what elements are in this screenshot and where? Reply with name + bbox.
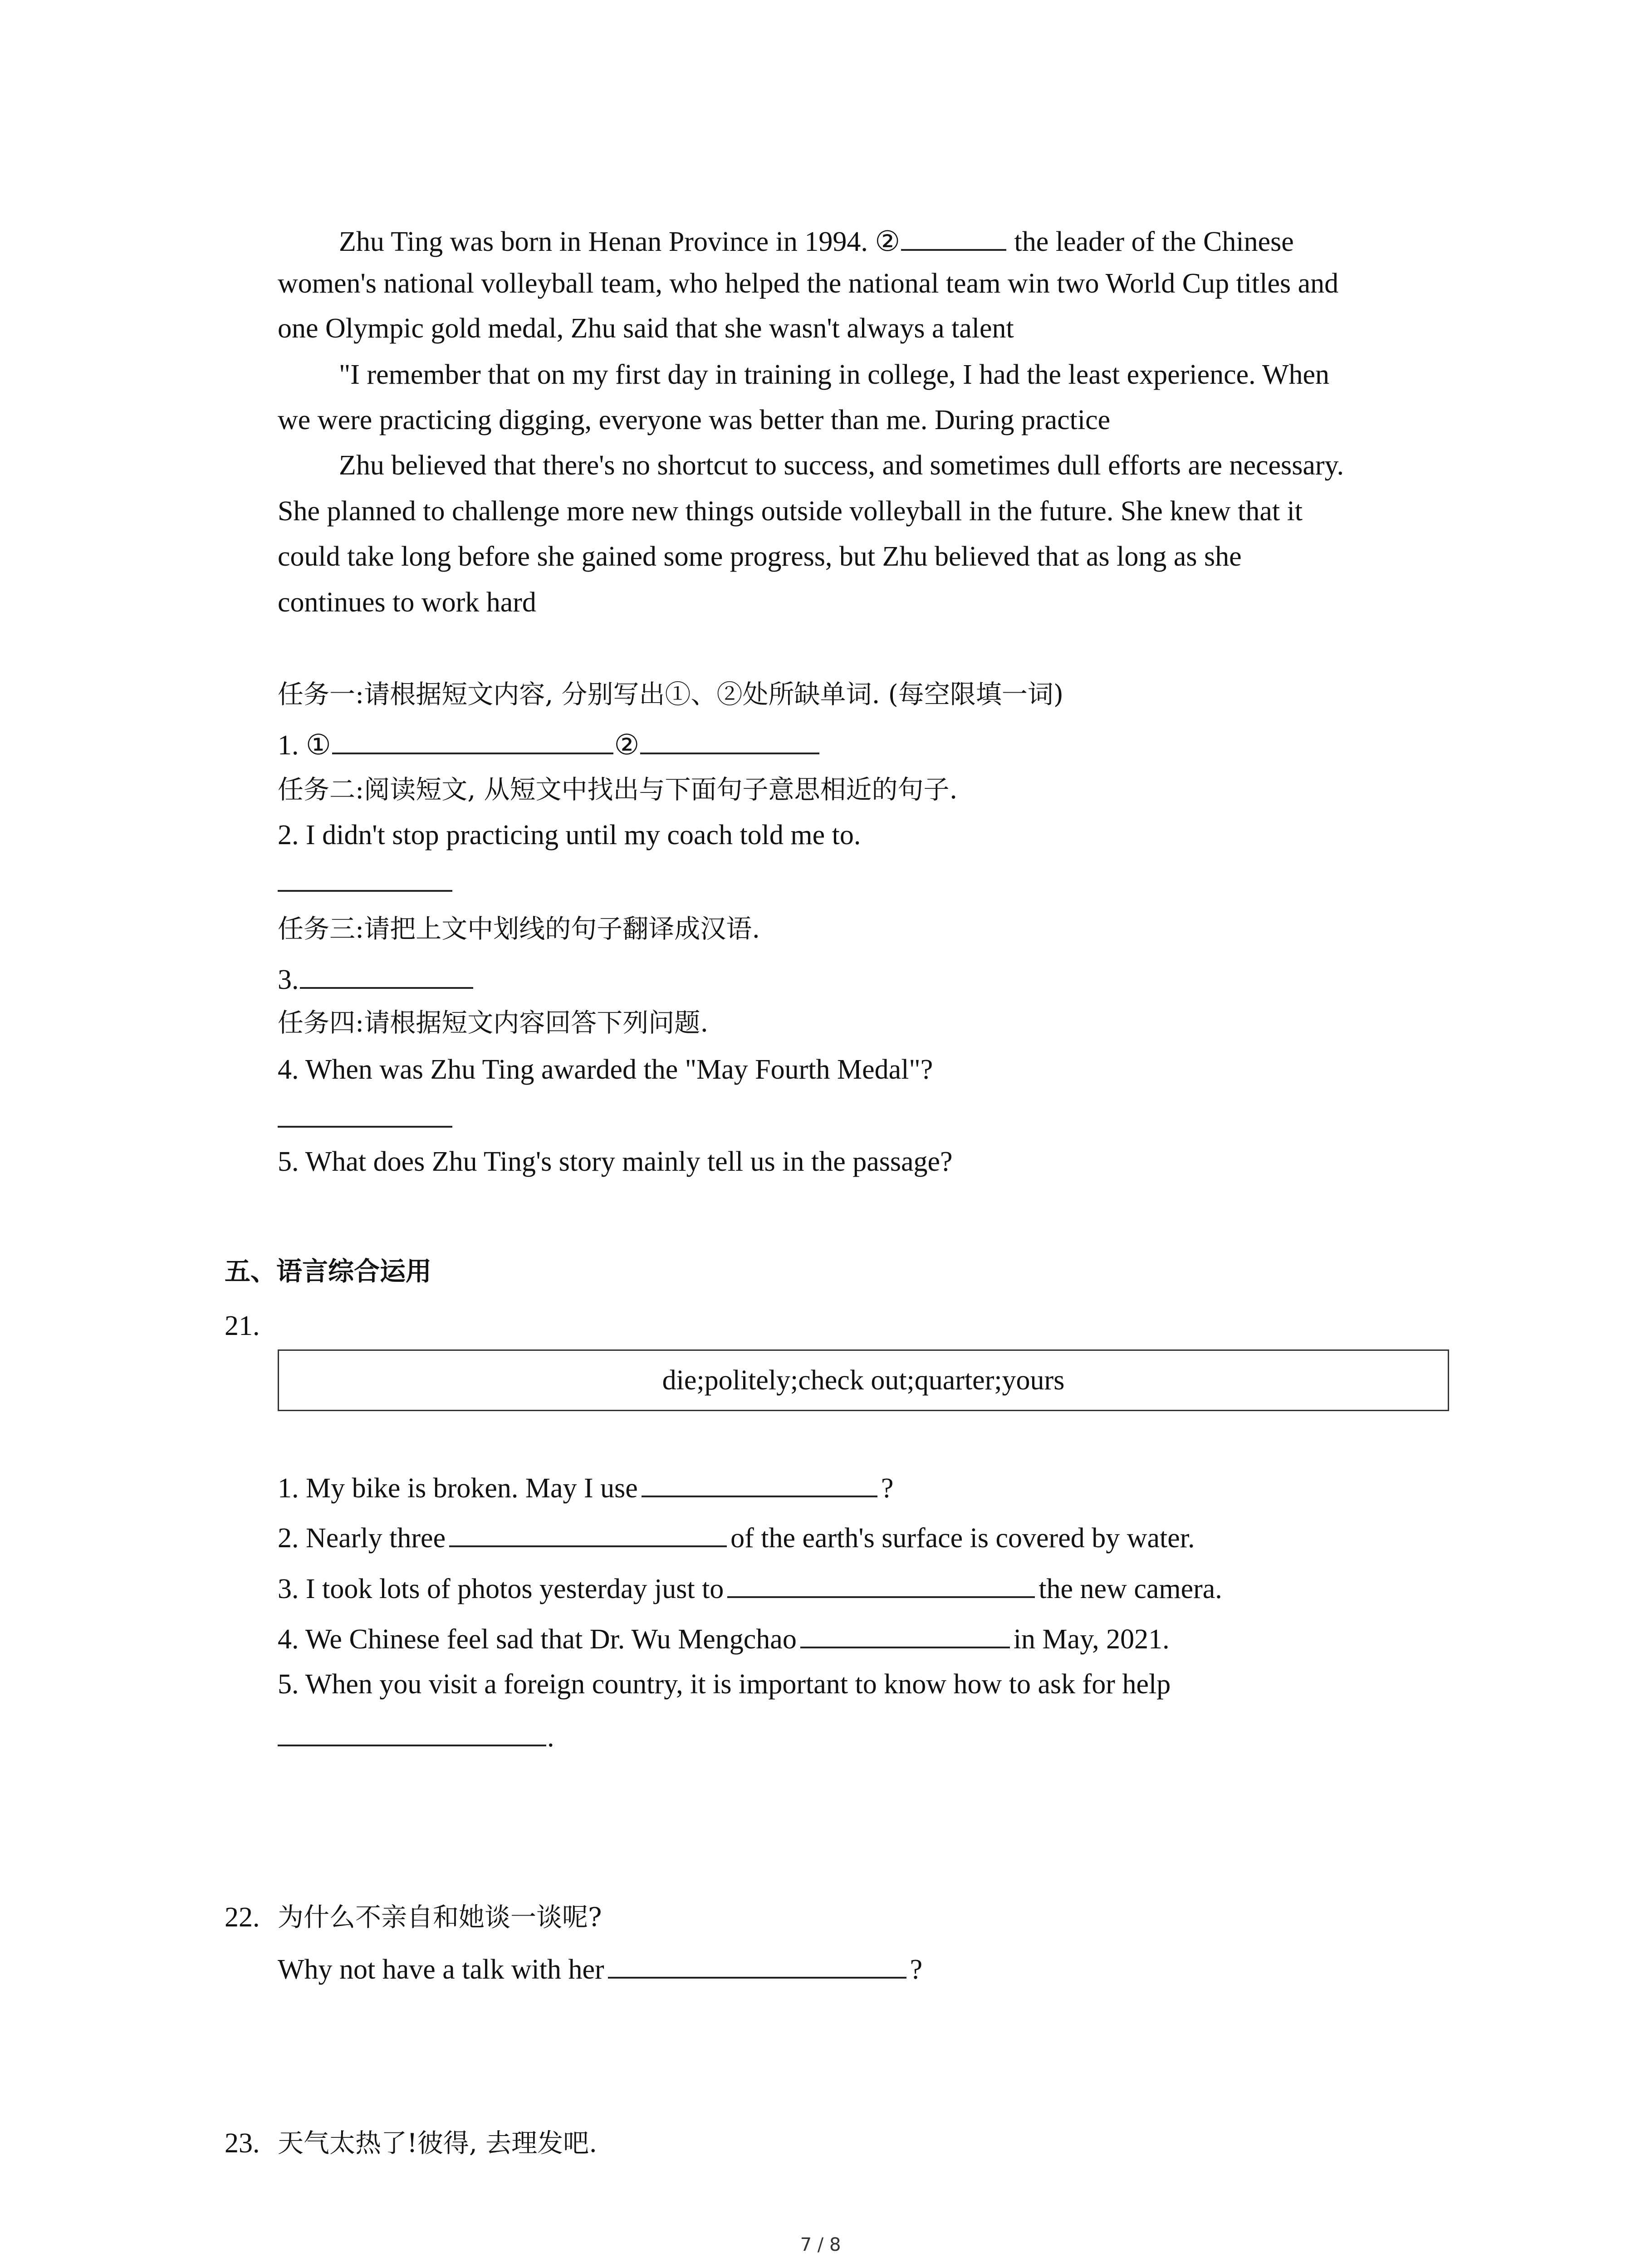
sentence-text: of the earth's surface is covered by water. xyxy=(730,1523,1195,1554)
sentence-text: Why not have a talk with her xyxy=(278,1954,604,1985)
question-5: 5. What does Zhu Ting's story mainly tell us in the passage? xyxy=(278,1146,953,1177)
sentence-text: 4. We Chinese feel sad that Dr. Wu Mengchao xyxy=(278,1624,797,1655)
answer-blank[interactable] xyxy=(449,1521,727,1547)
passage-line xyxy=(339,225,1294,256)
sentence-text: . xyxy=(547,1722,554,1753)
passage-text: the leader of the Chinese xyxy=(1007,226,1294,257)
task-1-instruction: 任务一:请根据短文内容, 分别写出①、②处所缺单词. (每空限填一词) xyxy=(278,679,1064,709)
sentence-5: 5. When you visit a foreign country, it is important to know how to ask for help xyxy=(278,1669,1171,1700)
sentence-text: 1. My bike is broken. May I use xyxy=(278,1473,638,1504)
sentence-text: in May, 2021. xyxy=(1013,1624,1170,1655)
circled-number: ② xyxy=(614,730,640,761)
question-2: 2. I didn't stop practicing until my coach told me to. xyxy=(278,820,861,850)
answer-blank[interactable] xyxy=(300,963,473,989)
sentence-2 xyxy=(278,1521,1195,1552)
question-number: 3. xyxy=(278,964,299,995)
passage-line: one Olympic gold medal, Zhu said that she wasn't always a talent xyxy=(278,313,1014,344)
sentence-text: the new camera. xyxy=(1038,1574,1222,1604)
answer-line[interactable] xyxy=(278,890,452,892)
question-23-number: 23. xyxy=(225,2128,260,2159)
answer-blank[interactable] xyxy=(800,1622,1010,1648)
passage-line: women's national volleyball team, who helped the national team win two World Cup titles and xyxy=(278,268,1339,299)
question-22-number: 22. xyxy=(225,1902,260,1933)
answer-blank[interactable] xyxy=(278,1720,546,1746)
answer-blank[interactable] xyxy=(640,728,819,754)
passage-line: we were practicing digging, everyone was better than me. During practice xyxy=(278,405,1111,435)
passage-text: Zhu Ting was born in Henan Province in 1994. ② xyxy=(339,226,900,257)
task-4-instruction: 任务四:请根据短文内容回答下列问题. xyxy=(278,1008,709,1038)
question-1 xyxy=(278,728,820,759)
task-3-instruction: 任务三:请把上文中划线的句子翻译成汉语. xyxy=(278,914,760,944)
passage-line: continues to work hard xyxy=(278,587,536,618)
sentence-5-continued xyxy=(278,1720,554,1751)
word-bank-box xyxy=(278,1349,1449,1411)
sentence-3 xyxy=(278,1572,1222,1603)
question-number: 1. ① xyxy=(278,730,331,761)
page-number: 7 / 8 xyxy=(800,2234,841,2255)
section-heading: 五、语言综合运用 xyxy=(225,1256,431,1286)
sentence-text: 3. I took lots of photos yesterday just to xyxy=(278,1574,724,1604)
question-4: 4. When was Zhu Ting awarded the "May Fourth Medal"? xyxy=(278,1054,933,1085)
task-2-instruction: 任务二:阅读短文, 从短文中找出与下面句子意思相近的句子. xyxy=(278,775,958,805)
word-bank-text: die;politely;check out;quarter;yours xyxy=(662,1364,1065,1396)
sentence-text: ? xyxy=(910,1954,923,1985)
passage-line: "I remember that on my first day in training in college, I had the least experience. When xyxy=(339,359,1330,390)
question-23-chinese: 天气太热了!彼得, 去理发吧. xyxy=(278,2128,598,2158)
sentence-text: 2. Nearly three xyxy=(278,1523,446,1554)
question-22-chinese: 为什么不亲自和她谈一谈呢? xyxy=(278,1902,602,1932)
sentence-text: ? xyxy=(881,1473,894,1504)
answer-blank[interactable] xyxy=(332,728,613,754)
answer-blank[interactable] xyxy=(727,1572,1035,1598)
answer-blank[interactable] xyxy=(901,225,1006,251)
question-21-number: 21. xyxy=(225,1310,260,1341)
passage-line: She planned to challenge more new things outside volleyball in the future. She knew that it xyxy=(278,496,1303,527)
passage-line: could take long before she gained some progress, but Zhu believed that as long as she xyxy=(278,541,1242,572)
answer-blank[interactable] xyxy=(642,1471,877,1497)
sentence-4 xyxy=(278,1622,1170,1653)
question-3 xyxy=(278,963,474,994)
question-22-english xyxy=(278,1952,922,1984)
passage-line: Zhu believed that there's no shortcut to success, and sometimes dull efforts are necessary. xyxy=(339,450,1344,481)
answer-line[interactable] xyxy=(278,1126,452,1128)
sentence-1 xyxy=(278,1471,893,1502)
answer-blank[interactable] xyxy=(608,1952,906,1979)
